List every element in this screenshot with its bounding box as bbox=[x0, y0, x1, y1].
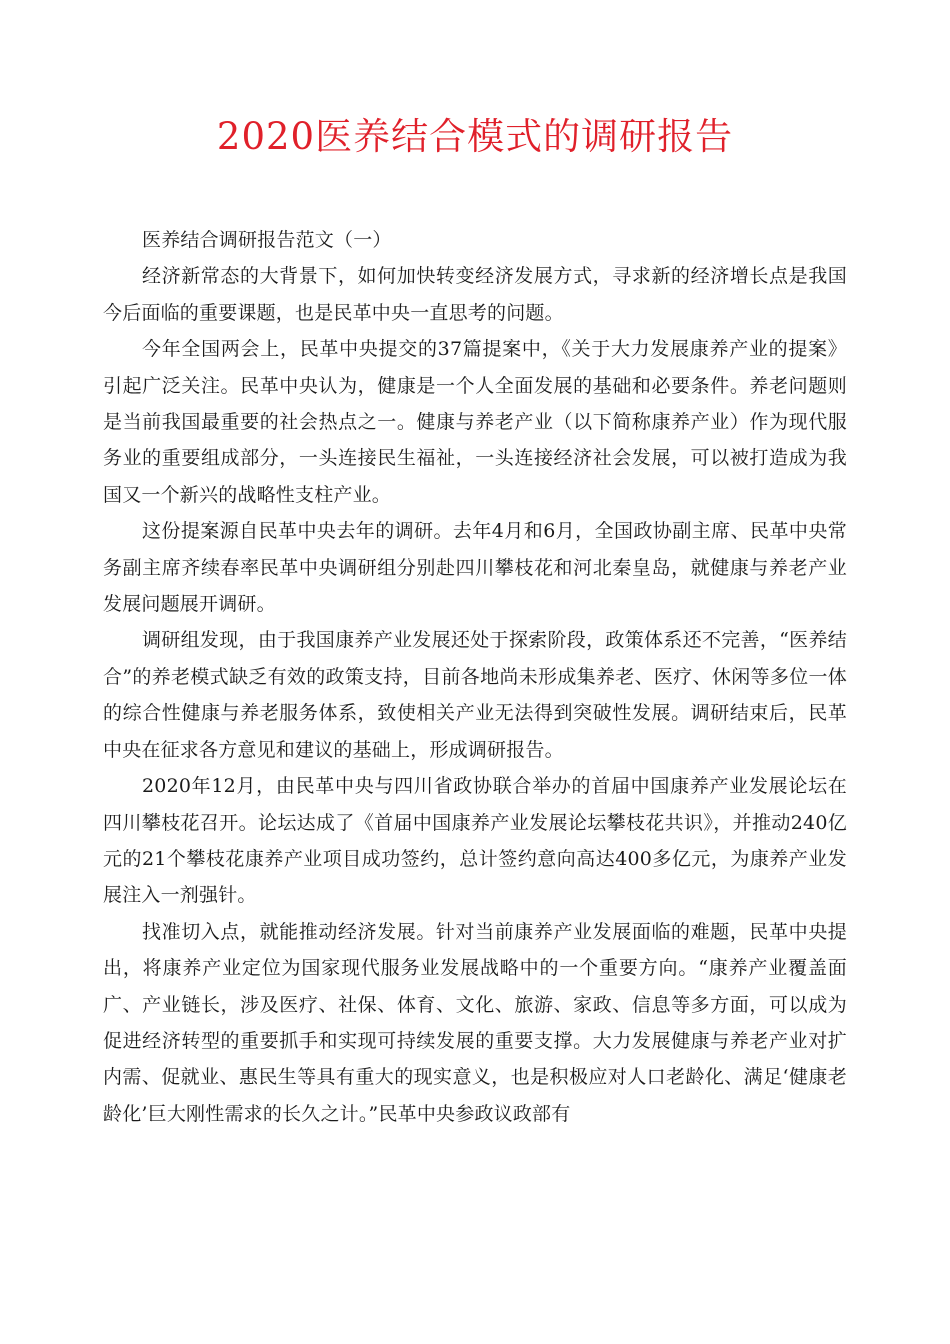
paragraph-subtitle: 医养结合调研报告范文（一） bbox=[142, 229, 392, 251]
paragraph: 这份提案源自民革中央去年的调研。去年4月和6月，全国政协副主席、民革中央常务副主席齐续春率民革中央调研组分别赴四川攀枝花和河北秦皇岛，就健康与养老产业发展问题展开调研。 bbox=[103, 520, 847, 616]
document-title: 2020医养结合模式的调研报告 bbox=[216, 115, 734, 158]
document-body bbox=[103, 222, 847, 1132]
paragraph: 今年全国两会上，民革中央提交的37篇提案中，《关于大力发展康养产业的提案》引起广泛关注。民革中央认为，健康是一个人全面发展的基础和必要条件。养老问题则是当前我国最重要的社会热点之一。健康与养老产业（以下简称康养产业）作为现代服务业的重要组成部分，一头连接民生福祉，一头连接经济社会发展，可以被打造成为我国又一个新兴的战略性支柱产业。 bbox=[103, 338, 847, 506]
paragraph: 2020年12月，由民革中央与四川省政协联合举办的首届中国康养产业发展论坛在四川攀枝花召开。论坛达成了《首届中国康养产业发展论坛攀枝花共识》，并推动240亿元的21个攀枝花康养产业项目成功签约，总计签约意向高达400多亿元，为康养产业发展注入一剂强针。 bbox=[103, 775, 847, 907]
paragraph: 经济新常态的大背景下，如何加快转变经济发展方式，寻求新的经济增长点是我国今后面临的重要课题，也是民革中央一直思考的问题。 bbox=[103, 265, 847, 324]
paragraph: 找准切入点，就能推动经济发展。针对当前康养产业发展面临的难题，民革中央提出，将康养产业定位为国家现代服务业发展战略中的一个重要方向。“康养产业覆盖面广、产业链长，涉及医疗、社保、体育、文化、旅游、家政、信息等多方面，可以成为促进经济转型的重要抓手和实现可持续发展的重要支撑。大力发展健康与养老产业对扩内需、促就业、惠民生等具有重大的现实意义，也是积极应对人口老龄化、满足‘健康老龄化’巨大刚性需求的长久之计。”民革中央参政议政部有 bbox=[103, 920, 847, 1125]
paragraph: 调研组发现，由于我国康养产业发展还处于探索阶段，政策体系还不完善，“医养结合”的养老模式缺乏有效的政策支持，目前各地尚未形成集养老、医疗、休闲等多位一体的综合性健康与养老服务体系，致使相关产业无法得到突破性发展。调研结束后，民革中央在征求各方意见和建议的基础上，形成调研报告。 bbox=[103, 629, 847, 761]
